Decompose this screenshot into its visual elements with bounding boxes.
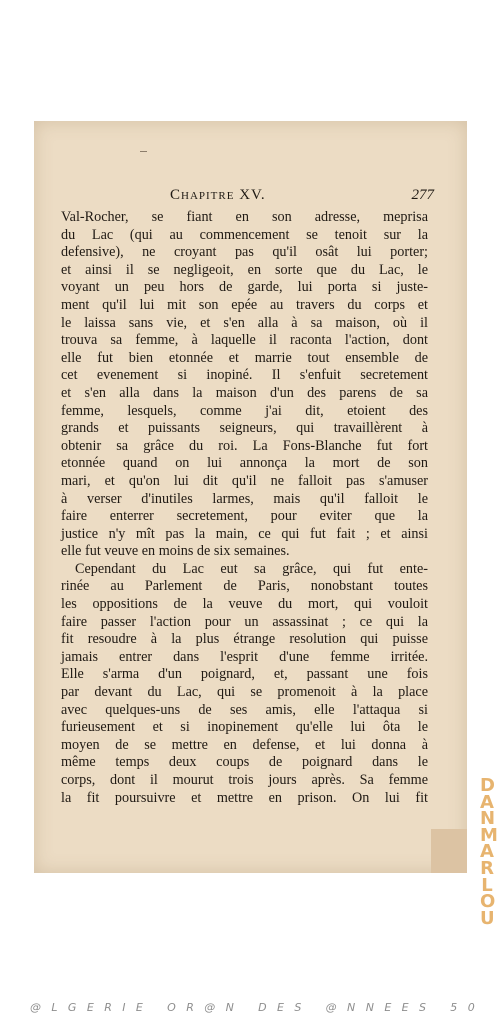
text-line: la fit poursuivre et mettre en prison. On lui fit — [61, 789, 428, 806]
page-header — [60, 187, 434, 209]
text-line: mari, et qu'on lui dit qu'il ne falloit pas s'amuser — [61, 472, 428, 489]
text-line: defensive), ne croyant pas qu'il osât lui porter; — [61, 244, 428, 261]
text-line: à verser d'inutiles larmes, mais qu'il falloit le — [61, 490, 428, 507]
text-line: Cependant du Lac eut sa grâce, qui fut ente- — [75, 560, 428, 577]
text-line: les oppositions de la veuve du mort, qui vouloit — [61, 596, 428, 613]
text-line: femme, lesquels, comme j'ai dit, etoient des — [61, 402, 428, 419]
page-corner — [431, 829, 467, 873]
text-line: furieusement et si inopinement qu'elle lui ôta le — [61, 719, 428, 736]
text-line: obtenir sa grâce du roi. La Fons-Blanche fut fort — [61, 437, 428, 454]
text-line: jamais entrer dans l'esprit d'une femme irritée. — [61, 648, 428, 665]
text-line: même temps deux coups de poignard dans le — [61, 754, 428, 771]
text-line: du Lac (qui au commencement se tenoit sur la — [61, 226, 428, 243]
body-text — [61, 209, 428, 807]
text-line: avec quelques-uns de ses amis, elle l'attaqua si — [61, 701, 428, 718]
text-line: faire enterrer secretement, pour eviter que la — [61, 508, 428, 525]
text-line: le laissa sans vie, et s'en alla à sa maison, où il — [61, 314, 428, 331]
text-line: Val-Rocher, se fiant en son adresse, meprisa — [61, 209, 428, 225]
text-line: fit resoudre à la plus étrange resolution qui puisse — [61, 631, 428, 648]
text-line: cet evenement si inopiné. Il s'enfuit secretement — [61, 367, 428, 384]
footer-watermark: @LGERIE OR@N DES @NNEES 50 — [30, 1001, 486, 1014]
page-number: 277 — [411, 187, 434, 203]
text-line: elle fut veuve en moins de six semaines. — [61, 543, 290, 560]
vertical-watermark — [480, 775, 498, 929]
text-line: par devant du Lac, qui se promenoit à la place — [61, 684, 428, 701]
book-page — [34, 121, 467, 873]
text-line: voyant un peu hors de garde, lui porta si juste- — [61, 279, 428, 296]
text-line: ment qu'il lui mit son epée au travers du corps et — [61, 296, 428, 313]
text-line: etonnée quand on lui annonça la mort de son — [61, 455, 428, 472]
text-line: corps, dont il mourut trois jours après. Sa femme — [61, 772, 428, 788]
chapter-title: Chapitre XV. — [170, 187, 266, 203]
text-line: justice n'y mît pas la main, ce qui fut fait ; et ainsi — [61, 525, 428, 542]
text-line: trouva sa femme, à laquelle il raconta l'action, dont — [61, 332, 428, 349]
text-line: moyen de se mettre en defense, et lui donna à — [61, 736, 428, 753]
vertical-watermark-text: D A N M A R L O U — [480, 775, 498, 929]
text-line: elle fut bien etonnée et marrie tout ensemble de — [61, 349, 428, 366]
text-line: faire passer l'action pour un assassinat ; ce qui la — [61, 613, 428, 630]
text-line: grands et puissants seigneurs, qui travaillèrent à — [61, 420, 428, 437]
text-line: et ainsi il se negligeoit, en sorte que du Lac, le — [61, 261, 428, 278]
text-line: rinée au Parlement de Paris, nonobstant toutes — [61, 578, 428, 595]
text-line: Elle s'arma d'un poignard, et, passant une fois — [61, 666, 428, 683]
ink-mark — [140, 151, 147, 152]
text-line: et s'en alla dans la maison d'un des parens de sa — [61, 384, 428, 401]
